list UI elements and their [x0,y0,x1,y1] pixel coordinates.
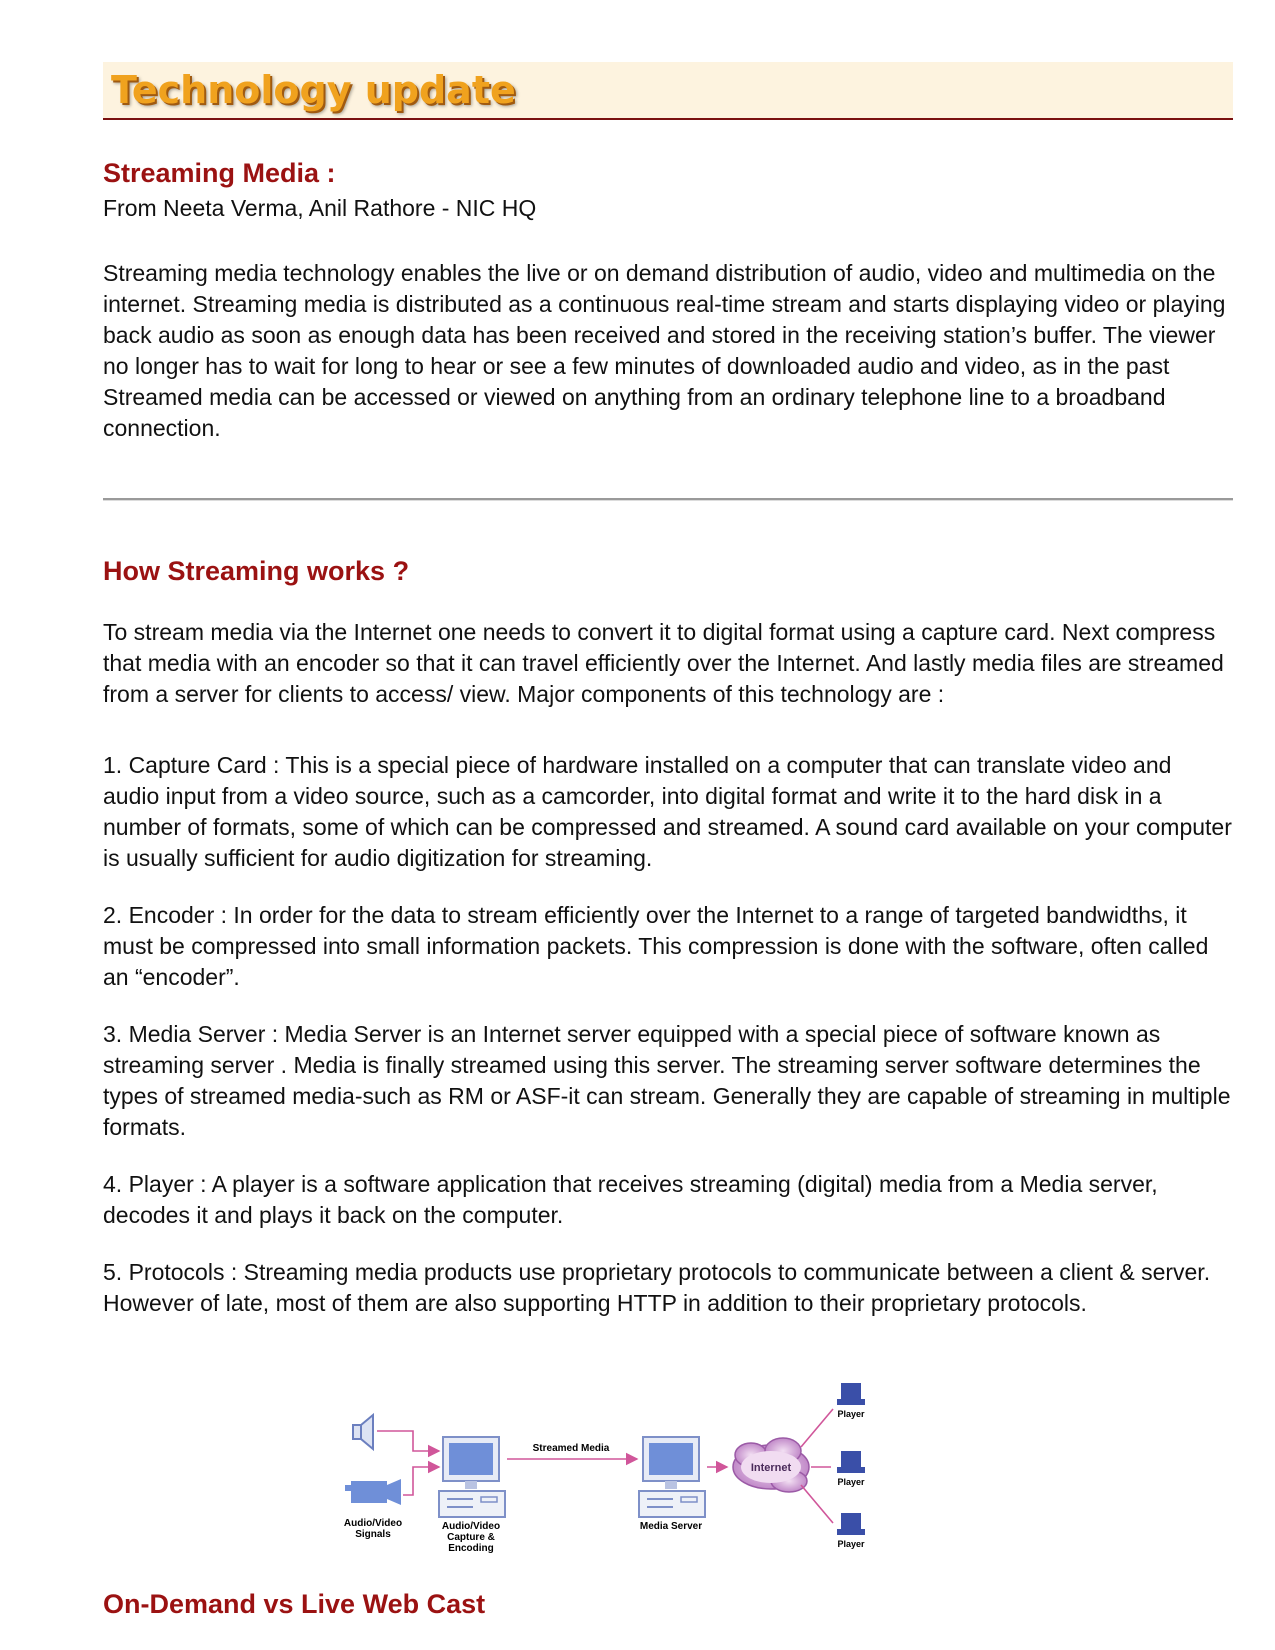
label-player-2: Player [837,1477,865,1487]
player-3-icon [837,1513,865,1535]
lead-paragraph: To stream media via the Internet one needs to convert it to digital format using a capture card. Next compress that media with an encoder so that it can travel efficiently over the Internet. And lastly media files are streamed from a server for clients to access/ view. Major components of this technology are : [103,619,1224,707]
banner-title: Technology update [111,68,516,112]
section-title-on-demand-vs-live: On-Demand vs Live Web Cast [103,1589,486,1619]
label-media-server: Media Server [639,1521,703,1532]
camcorder-icon [345,1479,401,1505]
label-internet: Internet [750,1462,792,1474]
label-streamed-media: Streamed Media [532,1443,610,1454]
label-player-3: Player [837,1539,865,1549]
list-item-encoder: 2. Encoder : In order for the data to stream efficiently over the Internet to a range of targeted bandwidths, it must be compressed into small information packets. This compression is done with the software, often called an “encoder”. [103,902,1209,990]
label-player-1: Player [837,1409,865,1419]
horizontal-divider [103,498,1233,500]
header-banner [103,62,1233,120]
connector-player-3 [801,1485,833,1523]
speaker-icon [353,1415,373,1449]
byline: From Neeta Verma, Anil Rathore - NIC HQ [103,195,537,221]
label-signals-line1: Audio/Video [343,1518,403,1529]
intro-paragraph: Streaming media technology enables the live or on demand distribution of audio, video and multimedia on the internet. Streaming media is distributed as a continuous real-time stream and starts displaying video or playing back audio as soon as enough data has been received and stored in the receiving station’s buffer. The viewer no longer has to wait for long to hear or see a few minutes of downloaded audio and video, as in the past Streamed media can be accessed or viewed on anything from an ordinary telephone line to a broadband connection. [103,260,1226,441]
connector-player-1 [801,1409,833,1447]
list-item-protocols: 5. Protocols : Streaming media products use proprietary protocols to communicate between a client & server. However of late, most of them are also supporting HTTP in addition to their proprietary protocols. [103,1259,1211,1316]
document-page [103,62,1233,1620]
connector-audio [377,1431,439,1451]
section-title-streaming-media: Streaming Media : [103,158,336,188]
player-2-icon [837,1451,865,1473]
section-title-how-streaming-works: How Streaming works ? [103,556,410,586]
connector-video [403,1467,439,1495]
label-signals-line2: Signals [355,1529,391,1540]
streaming-diagram [343,1363,903,1559]
label-capture-line3: Encoding [448,1543,494,1554]
media-server-icon [639,1437,705,1517]
label-capture-line2: Capture & [447,1532,495,1543]
streaming-diagram-svg [343,1363,903,1559]
player-1-icon [837,1383,865,1405]
list-item-capture-card: 1. Capture Card : This is a special piece of hardware installed on a computer that can translate video and audio input from a video source, such as a camcorder, into digital format and write it to the hard disk in a number of formats, some of which can be compressed and streamed. A sound card available on your computer is usually sufficient for audio digitization for streaming. [103,752,1232,871]
list-item-player: 4. Player : A player is a software application that receives streaming (digital) media from a Media server, decodes it and plays it back on the computer. [103,1171,1158,1228]
list-item-media-server: 3. Media Server : Media Server is an Internet server equipped with a special piece of software known as streaming server . Media is finally streamed using this server. The streaming server software determines the types of streamed media-such as RM or ASF-it can stream. Generally they are capable of streaming in multiple formats. [103,1021,1231,1140]
capture-computer-icon [439,1437,505,1517]
label-capture-line1: Audio/Video [441,1521,501,1532]
